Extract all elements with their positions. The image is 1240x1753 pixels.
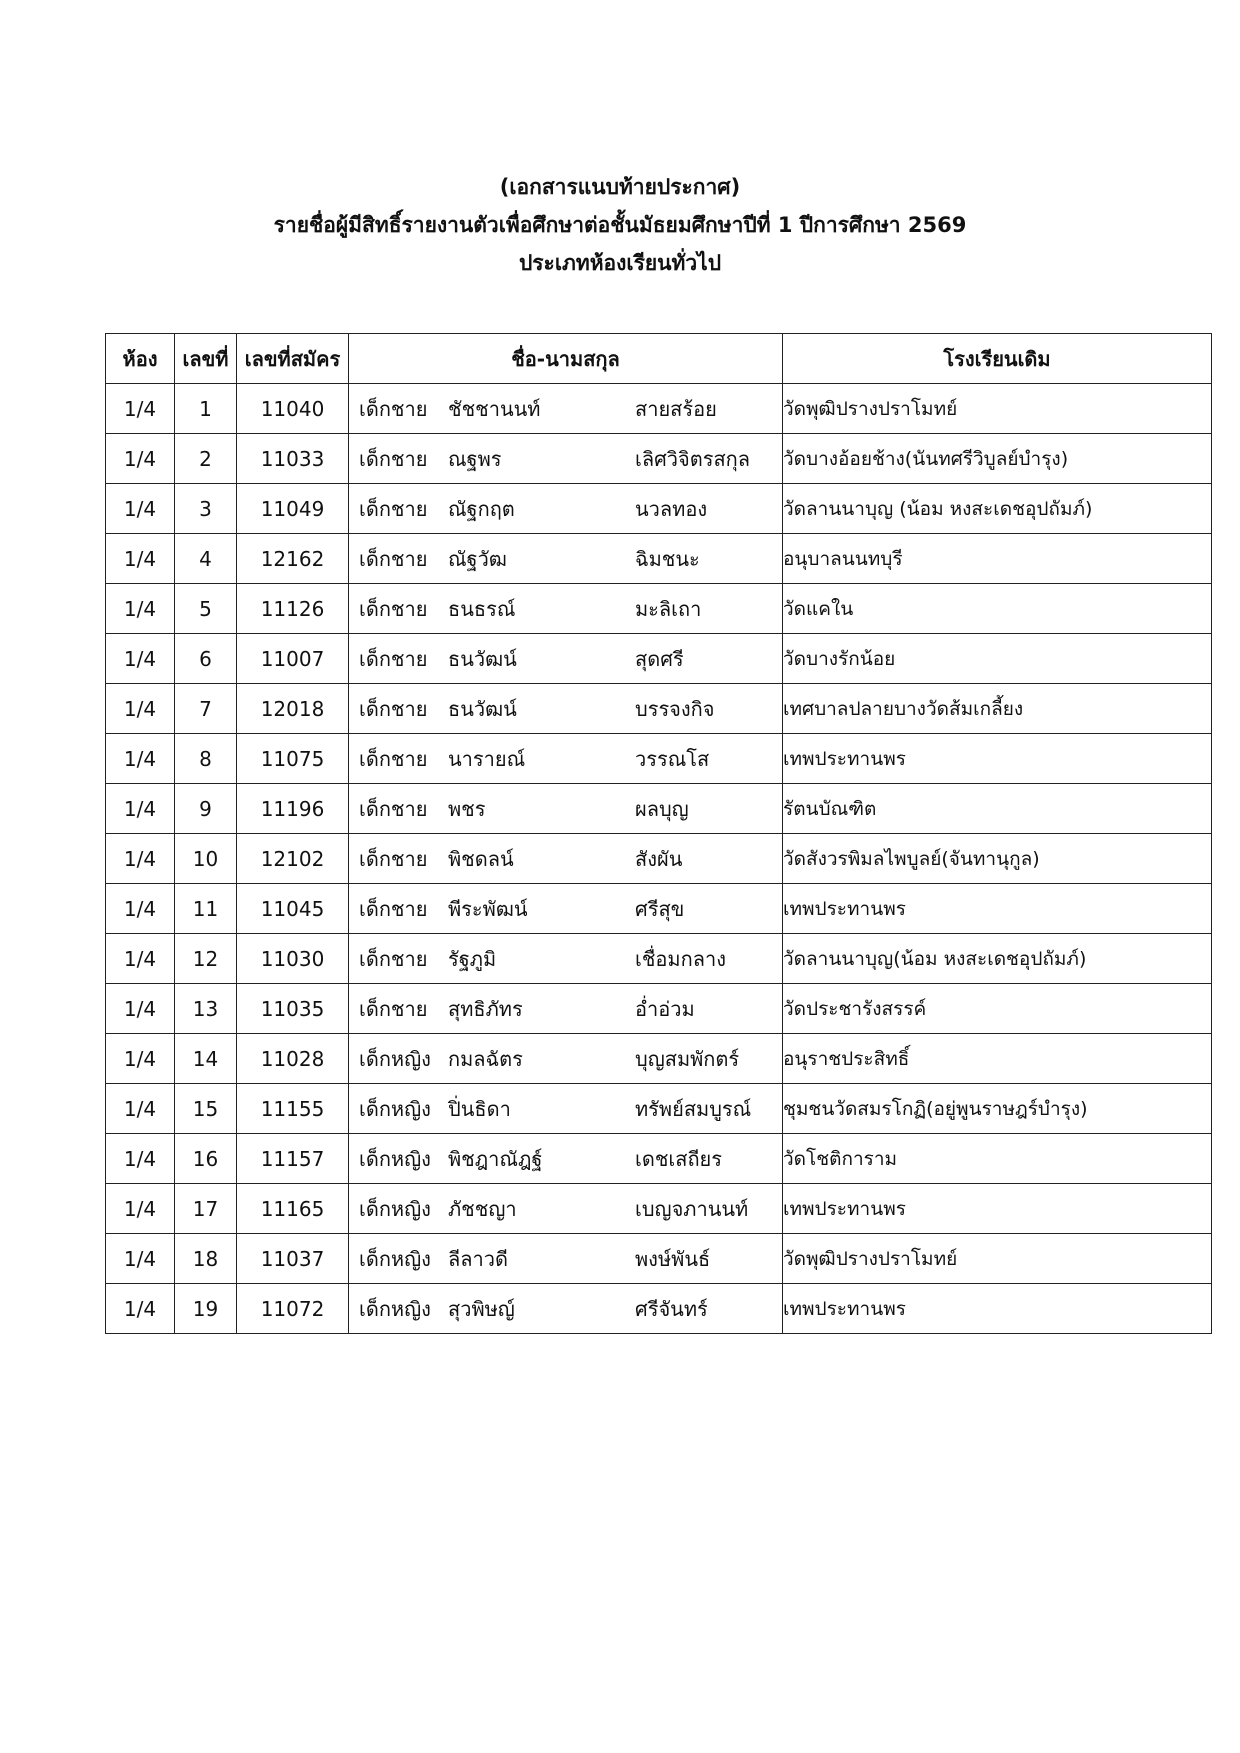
cell-full-name [349, 1134, 783, 1184]
cell-room: 1/4 [106, 1134, 175, 1184]
table-row [106, 634, 1212, 684]
cell-application-number: 11126 [237, 584, 349, 634]
first-name: สุวพิษญ์ [448, 1296, 515, 1321]
first-name: สุทธิภัทร [448, 996, 523, 1021]
cell-previous-school: วัดบางอ้อยช้าง(นันทศรีวิบูลย์บำรุง) [783, 434, 1212, 484]
table-row [106, 484, 1212, 534]
col-header-room: ห้อง [106, 334, 175, 384]
cell-application-number: 11037 [237, 1234, 349, 1284]
last-name: ทรัพย์สมบูรณ์ [635, 1096, 752, 1121]
cell-number: 10 [175, 834, 237, 884]
cell-previous-school: เทพประทานพร [783, 1184, 1212, 1234]
cell-full-name [349, 384, 783, 434]
col-header-application-number: เลขที่สมัคร [237, 334, 349, 384]
name-title: เด็กหญิง [359, 1096, 431, 1121]
last-name: นวลทอง [635, 496, 708, 521]
cell-room: 1/4 [106, 434, 175, 484]
table-row [106, 434, 1212, 484]
cell-full-name [349, 1284, 783, 1334]
table-row [106, 1034, 1212, 1084]
cell-number: 8 [175, 734, 237, 784]
cell-number: 3 [175, 484, 237, 534]
table-body [106, 384, 1212, 1334]
table-row [106, 884, 1212, 934]
cell-application-number: 11040 [237, 384, 349, 434]
cell-previous-school: เทพประทานพร [783, 734, 1212, 784]
cell-room: 1/4 [106, 734, 175, 784]
col-header-full-name: ชื่อ-นามสกุล [349, 334, 783, 384]
cell-room: 1/4 [106, 584, 175, 634]
table-row [106, 684, 1212, 734]
first-name: พชร [448, 796, 486, 821]
first-name: ปิ่นธิดา [448, 1096, 511, 1121]
cell-room: 1/4 [106, 1184, 175, 1234]
cell-room: 1/4 [106, 884, 175, 934]
cell-number: 15 [175, 1084, 237, 1134]
cell-number: 17 [175, 1184, 237, 1234]
first-name: ธนธรณ์ [448, 596, 516, 621]
col-header-number: เลขที่ [175, 334, 237, 384]
name-title: เด็กหญิง [359, 1046, 431, 1071]
first-name: นารายณ์ [448, 746, 526, 771]
cell-application-number: 11033 [237, 434, 349, 484]
cell-application-number: 11155 [237, 1084, 349, 1134]
cell-room: 1/4 [106, 834, 175, 884]
cell-full-name [349, 684, 783, 734]
name-title: เด็กหญิง [359, 1296, 431, 1321]
cell-full-name [349, 1234, 783, 1284]
cell-number: 12 [175, 934, 237, 984]
first-name: พีระพัฒน์ [448, 896, 528, 921]
last-name: อ่ำอ่วม [635, 996, 695, 1021]
cell-application-number: 11157 [237, 1134, 349, 1184]
cell-full-name [349, 434, 783, 484]
cell-previous-school: วัดโชติการาม [783, 1134, 1212, 1184]
last-name: ฉิมชนะ [635, 546, 700, 571]
cell-application-number: 11072 [237, 1284, 349, 1334]
cell-previous-school: วัดบางรักน้อย [783, 634, 1212, 684]
last-name: สังผัน [635, 846, 683, 871]
cell-application-number: 11049 [237, 484, 349, 534]
cell-application-number: 11075 [237, 734, 349, 784]
header-attachment-note: (เอกสารแนบท้ายประกาศ) [499, 175, 741, 199]
last-name: บุญสมพักตร์ [635, 1046, 740, 1071]
cell-number: 1 [175, 384, 237, 434]
cell-previous-school: วัดสังวรพิมลไพบูลย์(จันทานุกูล) [783, 834, 1212, 884]
cell-application-number: 12018 [237, 684, 349, 734]
cell-full-name [349, 634, 783, 684]
cell-room: 1/4 [106, 784, 175, 834]
first-name: รัฐภูมิ [448, 946, 497, 971]
cell-full-name [349, 884, 783, 934]
cell-application-number: 11028 [237, 1034, 349, 1084]
cell-number: 9 [175, 784, 237, 834]
cell-room: 1/4 [106, 1234, 175, 1284]
cell-previous-school: วัดแคใน [783, 584, 1212, 634]
table-row [106, 1134, 1212, 1184]
table-header-row [106, 334, 1212, 384]
name-title: เด็กชาย [359, 996, 428, 1021]
last-name: ศรีสุข [635, 896, 685, 921]
table-row [106, 934, 1212, 984]
cell-number: 6 [175, 634, 237, 684]
cell-previous-school: อนุบาลนนทบุรี [783, 534, 1212, 584]
table-row [106, 1234, 1212, 1284]
header-classroom-type: ประเภทห้องเรียนทั่วไป [518, 251, 722, 275]
cell-room: 1/4 [106, 384, 175, 434]
cell-full-name [349, 484, 783, 534]
name-title: เด็กชาย [359, 696, 428, 721]
cell-application-number: 11165 [237, 1184, 349, 1234]
name-title: เด็กชาย [359, 796, 428, 821]
cell-number: 7 [175, 684, 237, 734]
student-roster-table [105, 333, 1212, 1334]
cell-application-number: 11045 [237, 884, 349, 934]
cell-number: 2 [175, 434, 237, 484]
name-title: เด็กชาย [359, 896, 428, 921]
first-name: ภัชชญา [448, 1196, 517, 1221]
cell-full-name [349, 934, 783, 984]
table-row [106, 784, 1212, 834]
document-header [0, 168, 1240, 282]
cell-room: 1/4 [106, 684, 175, 734]
name-title: เด็กชาย [359, 446, 428, 471]
name-title: เด็กหญิง [359, 1146, 431, 1171]
cell-previous-school: เทพประทานพร [783, 884, 1212, 934]
cell-room: 1/4 [106, 1084, 175, 1134]
cell-previous-school: วัดลานนาบุญ(น้อม หงสะเดชอุปถัมภ์) [783, 934, 1212, 984]
cell-full-name [349, 784, 783, 834]
cell-number: 5 [175, 584, 237, 634]
cell-room: 1/4 [106, 484, 175, 534]
last-name: เลิศวิจิตรสกุล [635, 446, 751, 471]
cell-previous-school: เทศบาลปลายบางวัดส้มเกลี้ยง [783, 684, 1212, 734]
name-title: เด็กชาย [359, 746, 428, 771]
first-name: ธนวัฒน์ [448, 646, 517, 671]
name-title: เด็กชาย [359, 846, 428, 871]
cell-application-number: 12162 [237, 534, 349, 584]
cell-previous-school: อนุราชประสิทธิ์ [783, 1034, 1212, 1084]
first-name: ณฐพร [448, 446, 502, 471]
last-name: พงษ์พันธ์ [635, 1246, 711, 1271]
cell-number: 14 [175, 1034, 237, 1084]
first-name: พิชฎาณัฎฐ์ [448, 1146, 543, 1171]
cell-application-number: 11196 [237, 784, 349, 834]
cell-number: 16 [175, 1134, 237, 1184]
table-row [106, 1084, 1212, 1134]
first-name: ณัฐกฤต [448, 496, 515, 521]
cell-application-number: 11035 [237, 984, 349, 1034]
table-row [106, 1284, 1212, 1334]
last-name: สุดศรี [635, 646, 684, 671]
last-name: มะลิเถา [635, 596, 702, 621]
last-name: สายสร้อย [635, 396, 717, 421]
cell-number: 19 [175, 1284, 237, 1334]
cell-application-number: 11007 [237, 634, 349, 684]
cell-room: 1/4 [106, 534, 175, 584]
first-name: พิชดลน์ [448, 846, 514, 871]
last-name: บรรจงกิจ [635, 696, 715, 721]
first-name: ธนวัฒน์ [448, 696, 517, 721]
cell-application-number: 12102 [237, 834, 349, 884]
cell-full-name [349, 1184, 783, 1234]
last-name: เชื่อมกลาง [635, 946, 726, 971]
cell-full-name [349, 1034, 783, 1084]
name-title: เด็กชาย [359, 496, 428, 521]
cell-previous-school: วัดประชารังสรรค์ [783, 984, 1212, 1034]
first-name: ชัชชานนท์ [448, 396, 541, 421]
last-name: เดชเสถียร [635, 1146, 723, 1171]
name-title: เด็กชาย [359, 396, 428, 421]
name-title: เด็กชาย [359, 596, 428, 621]
first-name: กมลฉัตร [448, 1046, 523, 1071]
table-row [106, 384, 1212, 434]
cell-full-name [349, 834, 783, 884]
cell-previous-school: เทพประทานพร [783, 1284, 1212, 1334]
cell-room: 1/4 [106, 934, 175, 984]
cell-full-name [349, 534, 783, 584]
name-title: เด็กหญิง [359, 1196, 431, 1221]
first-name: ณัฐวัฒ [448, 546, 507, 571]
last-name: ศรีจันทร์ [635, 1296, 708, 1321]
cell-number: 13 [175, 984, 237, 1034]
cell-previous-school: วัดพุฒิปรางปราโมทย์ [783, 384, 1212, 434]
cell-full-name [349, 584, 783, 634]
cell-full-name [349, 734, 783, 784]
cell-room: 1/4 [106, 1284, 175, 1334]
cell-number: 4 [175, 534, 237, 584]
table-row [106, 734, 1212, 784]
name-title: เด็กชาย [359, 646, 428, 671]
name-title: เด็กหญิง [359, 1246, 431, 1271]
last-name: วรรณโส [635, 746, 710, 771]
table-row [106, 584, 1212, 634]
cell-number: 11 [175, 884, 237, 934]
last-name: ผลบุญ [635, 796, 689, 821]
table-row [106, 834, 1212, 884]
cell-full-name [349, 1084, 783, 1134]
cell-room: 1/4 [106, 1034, 175, 1084]
cell-previous-school: รัตนบัณฑิต [783, 784, 1212, 834]
cell-full-name [349, 984, 783, 1034]
last-name: เบญจภานนท์ [635, 1196, 749, 1221]
cell-previous-school: ชุมชนวัดสมรโกฏิ(อยู่พูนราษฎร์บำรุง) [783, 1084, 1212, 1134]
table-row [106, 984, 1212, 1034]
cell-number: 18 [175, 1234, 237, 1284]
cell-previous-school: วัดพุฒิปรางปราโมทย์ [783, 1234, 1212, 1284]
cell-previous-school: วัดลานนาบุญ (น้อม หงสะเดชอุปถัมภ์) [783, 484, 1212, 534]
header-title: รายชื่อผู้มีสิทธิ์รายงานตัวเพื่อศึกษาต่อชั้นมัธยมศึกษาปีที่ 1 ปีการศึกษา 2569 [273, 213, 967, 237]
first-name: ลีลาวดี [448, 1246, 508, 1271]
name-title: เด็กชาย [359, 946, 428, 971]
cell-room: 1/4 [106, 984, 175, 1034]
table-row [106, 534, 1212, 584]
cell-application-number: 11030 [237, 934, 349, 984]
name-title: เด็กชาย [359, 546, 428, 571]
cell-room: 1/4 [106, 634, 175, 684]
table-row [106, 1184, 1212, 1234]
col-header-previous-school: โรงเรียนเดิม [783, 334, 1212, 384]
